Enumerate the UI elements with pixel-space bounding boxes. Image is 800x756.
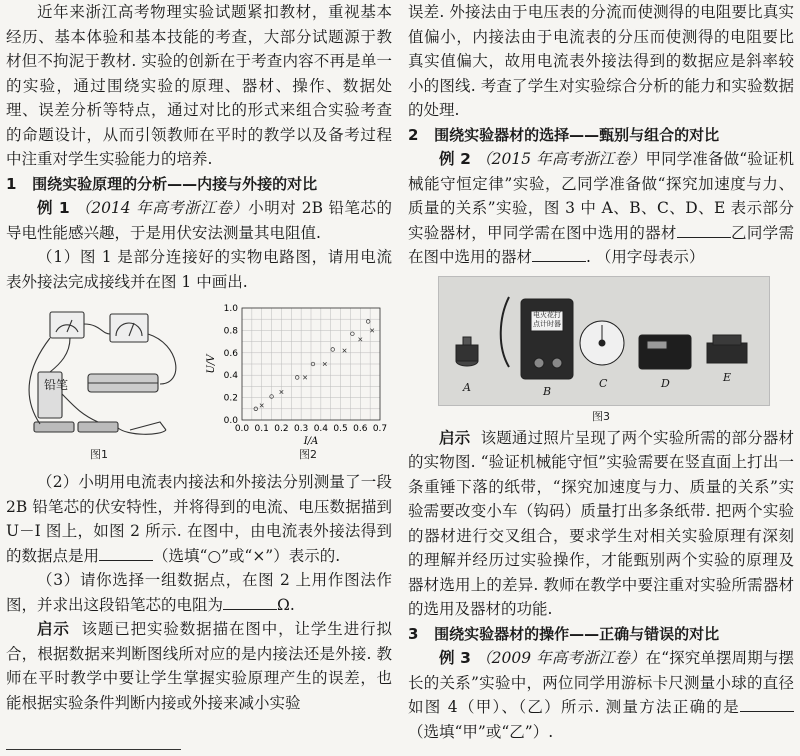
y-tick-label: 0.4 — [223, 371, 238, 382]
section-2-number: 2 — [408, 125, 419, 144]
data-point-circle — [331, 348, 335, 352]
example-1-text: 小明对 2B 铅笔芯的导电性能感兴趣，于是用伏安法测量其电阻值. — [6, 199, 393, 242]
figure-3-caption: 图3 — [592, 409, 610, 423]
y-tick-label: 0.0 — [223, 416, 238, 426]
example-2-text-c: . （用字母表示） — [586, 248, 705, 266]
example-2-blank-1 — [677, 223, 731, 238]
example-3-label: 例 3 — [439, 649, 471, 667]
hint-2 — [408, 426, 794, 622]
x-tick-label: 0.0 — [234, 424, 250, 434]
figure-3-letter-e: E — [723, 370, 732, 384]
hint-1 — [6, 617, 392, 715]
figure-1-caption: 图1 — [90, 448, 108, 461]
section-2-heading — [408, 123, 794, 148]
example-1-label: 例 1 — [37, 199, 70, 217]
example-3-tail: （选填“甲”或“乙”）. — [408, 722, 554, 741]
x-tick-label: 0.4 — [313, 424, 329, 434]
data-point-circle — [295, 376, 299, 380]
question-3-blank — [223, 595, 277, 610]
figure-3-photo — [438, 276, 770, 406]
left-column — [6, 0, 392, 715]
example-1 — [6, 196, 392, 245]
question-2-text: （2）小明用电流表内接法和外接法分别测量了一段 2B 铅笔芯的伏安特性，并将得到的电流、电压数据描到 U－I 图上，如图 2 所示. 在图中，由电流表外接法得到的数据点是用 — [6, 473, 392, 565]
x-tick-label: 0.2 — [274, 424, 289, 434]
example-2-source: （2015 年高考浙江卷） — [476, 150, 646, 168]
example-2-blank-2 — [532, 247, 586, 262]
figure-3-letter-b: B — [543, 384, 552, 398]
continued-paragraph: 误差. 外接法由于电压表的分流而使测得的电阻要比真实值偏小，内接法由于电流表的分压而使测得的电阻要比真实值偏大，故用电流表外接法得到的数据应是斜率较小的图线. 考查了学生对实验综合分析的能力和实验数据的处理. — [408, 3, 794, 119]
x-tick-label: 0.3 — [293, 424, 309, 434]
right-column — [408, 0, 794, 744]
intro-paragraph: 近年来浙江高考物理实验试题紧扣教材，重视基本经历、基本体验和基本技能的考查，大部分试题源于教材但不拘泥于教材. 实验的创新在于考查内容不再是单一的实验，通过围绕实验的原理、器材、操作、数据处理、误差分析等特点，通过对比的形式来组合实验考查的命题设计，从而引领教师在平时的教学以及备考过程中注重对学生实验能力的培养. — [6, 3, 392, 168]
hint-2-label: 启示 — [439, 428, 471, 447]
figure-2-chart — [206, 300, 392, 450]
figure-3-letter-c: C — [599, 376, 608, 390]
question-3-unit: Ω. — [277, 595, 295, 614]
data-point-cross — [343, 349, 347, 353]
figure-2-caption: 图2 — [299, 448, 317, 461]
hint-1-label: 启示 — [37, 620, 70, 638]
example-2-text-b: 乙同学需在图中选用的器材 — [408, 223, 794, 266]
y-tick-label: 0.2 — [223, 393, 238, 404]
data-point-circle — [366, 320, 370, 324]
question-3 — [6, 568, 392, 617]
figure-3-letter-d: D — [661, 376, 670, 390]
example-2-text: 甲同学准备做“验证机械能守恒定律”实验，乙同学准备做“探究加速度与力、质量的关系”实验，图 3 中 A、B、C、D、E 表示部分实验器材，甲同学需在图中选用的器材 — [408, 150, 795, 242]
example-1-source: （2014 年高考浙江卷） — [75, 199, 249, 217]
question-2-blank — [99, 546, 153, 561]
example-2-label: 例 2 — [439, 150, 471, 168]
x-tick-label: 0.7 — [372, 424, 388, 434]
figure-3-letter-a: A — [463, 380, 471, 394]
question-1: （1）图 1 是部分连接好的实物电路图，请用电流表外接法完成接线并在图 1 中画出. — [6, 248, 392, 291]
y-tick-label: 0.6 — [223, 348, 238, 359]
question-2-tail: （选填“○”或“×”）表示的. — [153, 546, 341, 565]
example-3-blank — [740, 697, 794, 712]
x-axis-label: I/A — [303, 436, 319, 447]
section-1-number: 1 — [6, 174, 17, 193]
example-3-source: （2009 年高考浙江卷） — [476, 649, 646, 667]
y-tick-label: 0.8 — [223, 326, 238, 337]
y-tick-label: 1.0 — [223, 304, 238, 314]
y-axis-label: U/V — [206, 354, 217, 374]
data-point-cross — [303, 376, 307, 380]
figures-1-2 — [6, 300, 392, 466]
x-tick-label: 0.5 — [333, 424, 348, 434]
section-1-title: 围绕实验原理的分析——内接与外接的对比 — [32, 174, 318, 193]
section-2-title: 围绕实验器材的选择——甄别与组合的对比 — [434, 125, 720, 144]
section-3-heading — [408, 622, 794, 647]
footnote-rule — [6, 749, 181, 750]
figure-1-pencil-label: 铅笔 — [44, 378, 69, 392]
hint-1-text: 该题已把实验数据描在图中，让学生进行拟合，根据数据来判断图线所对应的是内接法还是外接. 教师在平时教学中要让学生掌握实验原理产生的误差，也能根据实验条件判断内接或外接来减小实验 — [6, 620, 392, 712]
example-3-text: 在“探究单摆周期与摆长的关系”实验中，两位同学用游标卡尺测量小球的直径如图 4（甲）、（乙）所示. 测量方法正确的是 — [408, 649, 795, 716]
section-1-heading — [6, 172, 392, 197]
question-2 — [6, 470, 392, 568]
question-3-text: （3）请你选择一组数据点，在图 2 上用作图法作图，并求出这段铅笔芯的电阻为 — [6, 571, 392, 614]
data-point-circle — [351, 332, 355, 336]
figure-1-circuit — [10, 304, 200, 444]
hint-2-text: 该题通过照片呈现了两个实验所需的部分器材的实物图. “验证机械能守恒”实验需要在竖直面上打出一条重锤下落的纸带，“探究加速度与力、质量的关系”实验需要改变小车（钩码）质量打出多条纸带. 把两个实验的器材进行交叉组合，要求学生对相关实验原理有深刻的理解并经历过实验操作，才能甄别两个实验的原理及器材选用上的差异. 教师在教学中要注重对实验所需器材的选用及器材的功能. — [408, 428, 794, 618]
x-tick-label: 0.1 — [254, 424, 269, 434]
figure-3-timer-text: 电火花打点计时器 — [533, 310, 561, 328]
section-3-number: 3 — [408, 624, 419, 643]
example-2 — [408, 147, 794, 270]
example-3 — [408, 646, 794, 744]
x-tick-label: 0.6 — [353, 424, 368, 434]
section-3-title: 围绕实验器材的操作——正确与错误的对比 — [434, 624, 720, 643]
